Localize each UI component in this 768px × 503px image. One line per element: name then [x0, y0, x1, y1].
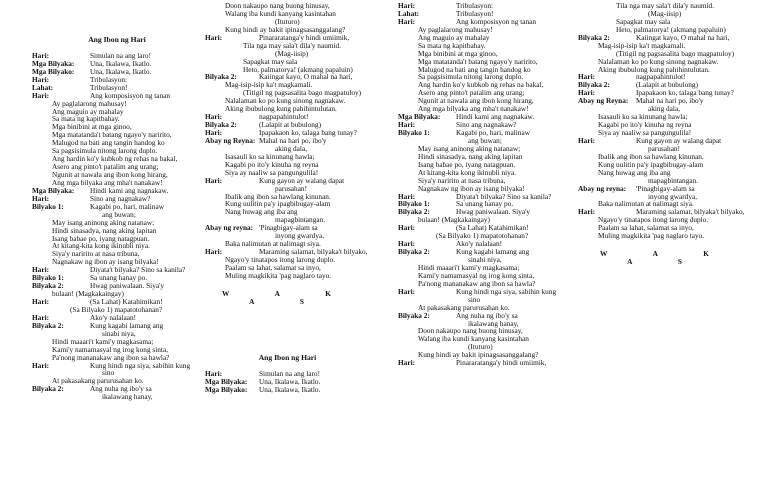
speaker-label: Hari: [398, 223, 416, 233]
line-text: Nang huwag ang iba ang [598, 167, 671, 177]
line-text: inyong gwardya, [275, 231, 325, 241]
end-marker: W A K A S [600, 249, 731, 267]
line-text: ikalawang hanay, [102, 392, 153, 402]
script-lines [32, 52, 202, 401]
speaker-label: Abay ng reyna: [578, 183, 627, 193]
line-text: Doon nakaupo nang buong hinusay, [225, 1, 330, 10]
speaker-label: Hari: [205, 128, 223, 137]
speaker-label: Bilyako 1: [32, 273, 64, 283]
line-text: Asero ang pinto't patalim ang urang; [418, 88, 525, 98]
line-text: mapagbintangan. [275, 215, 326, 225]
line-text: aking dala, [648, 104, 681, 114]
line-text: Hwag paniwalaan. Siya'y [90, 281, 165, 291]
line-text: Doon nakaupo nang buong hinusay, [418, 326, 523, 336]
line-text: Ibalik ang ibon sa hawlang kinunan. [598, 151, 704, 161]
speaker-label: Bilyaka 2: [398, 247, 430, 257]
line-text: Ang komposisyon ng tanan [90, 90, 171, 100]
line-text: Siya ay naaliw sa pangungulila! [598, 128, 692, 137]
line-text: Una, Ikalawa, Ikatlo. [259, 376, 321, 386]
speaker-label: Hari: [398, 358, 416, 368]
line-text: Sa unang hanay po. [456, 199, 514, 209]
line-text: Sapagkat may sala [616, 16, 671, 26]
speaker-label: Mga Bilyako: [32, 66, 75, 76]
dialogue-line [32, 362, 202, 370]
line-text: Muling magkikita 'pag naglaro tayo. [225, 270, 332, 280]
line-text: Sino ang nagnakaw? [90, 193, 151, 203]
line-text: Kung hindi ay bakit ipinagsasanggalang? [418, 350, 539, 360]
line-text: At pakasakang parurusahan ko. [52, 376, 144, 386]
line-text: Ngayo'y tinatapos itong larong duplo. [225, 255, 336, 264]
dialogue-line [398, 359, 573, 367]
speaker-label: Mga Bilyaka: [32, 185, 75, 195]
line-text: Kung hindi nga siya, sabihin kung [90, 360, 191, 370]
line-text: (Ituturo) [275, 16, 300, 26]
line-text: Isasauli ko sa kinunang hawla; [225, 151, 315, 161]
speaker-label: Hari: [578, 88, 596, 98]
line-text: sinabi niya, [468, 255, 502, 264]
line-text: 'Pinagbigay-alam sa [259, 223, 318, 233]
line-text: Maraming salamat, bilyaka't bilyako, [636, 207, 745, 217]
line-text: Pa'nong mananakaw ang ibon sa hawla? [52, 352, 170, 362]
line-text: nagpapahintulot! [259, 112, 309, 122]
line-text: Ang komposisyon ng tanan [456, 16, 537, 26]
speaker-label: Mga Bilyaka: [32, 58, 75, 68]
line-text: (Sa Bilyako 1) mapatotohanan? [436, 231, 529, 241]
line-text: (Titigil ng pagsasalita bago magpatuloy) [616, 48, 735, 58]
line-text: bulaan! (Magkakaingay) [418, 215, 490, 225]
speaker-label: Hari: [32, 360, 50, 370]
dialogue-line [205, 272, 370, 280]
spacer [205, 306, 370, 348]
line-text: Ang hardin ko'y kubkob ng rehas na bakal, [52, 154, 178, 164]
line-text: Pinararatanga'y hindi umiimik, [456, 358, 547, 368]
line-text: Ay paglalarong mahusay! [418, 24, 493, 34]
line-text: Baka nalimutan at nalimagt siya. [225, 239, 321, 249]
line-text: Kung kagabi lamang ang [456, 247, 530, 257]
line-text: Kagabi po ito'y kinuha ng reyna [598, 120, 692, 130]
line-text: Kung gayon ay walang dapat [636, 135, 722, 145]
line-text: Ako'y nalalaan! [90, 312, 137, 322]
line-text: bulaan! (Magkakaingay) [52, 289, 124, 299]
script-lines [205, 370, 370, 394]
line-text: Ibalik ang ibon sa hawlang kinunan. [225, 191, 331, 201]
line-text: Hindi maaari't kami'y magkasama; [52, 336, 154, 346]
line-text: (Mag-iisip) [275, 48, 309, 58]
column-4 [578, 2, 753, 266]
line-text: Ipapakaon ko, talaga bang tunay? [259, 128, 357, 137]
line-text: Tribulasyon! [90, 82, 128, 92]
speaker-label: Hari: [32, 297, 50, 307]
line-text: Nalalaman ko po kung sinong nagnakaw. [225, 96, 346, 106]
line-text: Sapagkat may sala [243, 56, 298, 66]
line-text: Sa mata ng kapitbahay. [418, 40, 486, 50]
speaker-label: Hari: [32, 312, 50, 322]
speaker-label: Hari: [205, 112, 223, 122]
line-text: Nagnakaw ng ibon ay isang bilyaka! [418, 183, 525, 193]
line-text: Nagnakaw ng ibon ay isang bilyaka! [52, 257, 159, 267]
line-text: Isasauli ko sa kinunang hawla; [598, 112, 688, 122]
line-text: Maraming salamat, bilyaka't bilyako, [259, 247, 368, 257]
line-text: Pinararatanga'y hindi umiimik, [259, 32, 350, 42]
line-text: (Sa Lahat) Katahimikan! [90, 297, 163, 307]
speaker-label: Bilyako 1: [32, 201, 64, 211]
line-text: Kung uulitin pa'y ipagbibugay-alam [598, 159, 704, 169]
speaker-label: Bilyaka 2: [578, 80, 610, 90]
speaker-label: Bilyaka 2: [398, 310, 430, 320]
dialogue-line [32, 393, 202, 401]
line-text: (Lalapit at bubulong) [259, 120, 322, 130]
dialogue-line [398, 288, 573, 296]
line-text: Mga matatanda't batang ngayo'y naririto, [418, 56, 538, 66]
end-marker: W A K A S [222, 288, 353, 306]
speaker-label: Bilyaka 2: [205, 72, 237, 82]
speaker-label: Lahat: [398, 8, 420, 18]
line-text: At kitang-kita kong ikinubli niya. [418, 167, 516, 177]
line-text: Mga matatanda't batang ngayo'y naririto, [52, 130, 172, 140]
line-text: Diyata't bilyaka? Sino sa kanila? [90, 265, 186, 275]
line-text: inyong gwardya, [648, 191, 698, 201]
line-text: Asero ang pinto't patalim ang urang; [52, 162, 159, 172]
line-text: (Ituturo) [468, 342, 493, 352]
line-text: parusahan! [648, 143, 681, 153]
line-text: Hwag paniwalaan. Siya'y [456, 207, 531, 217]
line-text: Sa mata ng kapitbahay. [52, 114, 120, 124]
line-text: Kaiingat kayo, O mahal na hari, [636, 32, 730, 42]
line-text: (Sa Bilyako 1) mapatotohanan? [70, 304, 163, 314]
line-text: Ang nuha ng ibo'y sa [90, 384, 152, 394]
line-text: Tribulasyon: [90, 74, 128, 84]
line-text: Siya'y naririto at nasa tribuna, [418, 175, 506, 185]
line-text: Kami'y namamasyal ng irog kong sinta, [52, 344, 169, 354]
dialogue-line [578, 232, 753, 240]
line-text: Hindi kami ang nagnakaw. [456, 112, 535, 122]
speaker-label: Abay ng Reyna: [578, 96, 629, 106]
speaker-label: Hari: [398, 191, 416, 201]
line-text: May isang aninong aking natanaw; [52, 217, 155, 227]
line-text: Kung hindi ay bakit ipinagsasanggalang? [225, 24, 346, 34]
line-text: Hindi sinasadya, nang aking lapitan [52, 225, 157, 235]
speaker-label: Hari: [32, 90, 50, 100]
line-text: Siya ay naaliw sa pangungulila! [225, 167, 319, 177]
line-text: Kung uulitin pa'y ipagbibugay-alam [225, 199, 331, 209]
speaker-label: Hari: [398, 239, 416, 249]
line-text: Heto, palmatorya! (akmang papaluin) [616, 24, 726, 34]
line-text: (Titigil ng pagsasalita bago magpatuloy) [243, 88, 362, 98]
line-text: Ang maguio ay mahalay [418, 32, 490, 42]
column-1 [32, 30, 202, 401]
line-text: Simulan na ang laro! [259, 368, 320, 378]
line-text: Kagabi po ito'y kinuha ng reyna [225, 159, 319, 169]
speaker-label: Hari: [578, 207, 596, 217]
line-text: Nang huwag ang iba ang [225, 207, 298, 217]
speaker-label: Abay ng Reyna: [205, 135, 256, 145]
speaker-label: Hari: [32, 50, 50, 60]
line-text: Ngunit at nawala ang ibon kong hirang, [418, 96, 534, 106]
line-text: Tila nga may sala't dila'y naumid. [243, 40, 342, 50]
speaker-label: Bilyaka 2: [32, 320, 64, 330]
line-text: mapagbintangan. [648, 175, 699, 185]
line-text: Walang iba kundi kanyang kasintahan [225, 8, 336, 18]
line-text: Simulan na ang laro! [90, 50, 151, 60]
line-text: Ang nuha ng ibo'y sa [456, 310, 518, 320]
speaker-label: Hari: [578, 72, 596, 82]
speaker-label: Bilyako 1: [398, 199, 430, 209]
line-text: Tila nga may sala't dila'y naumid. [616, 1, 715, 10]
line-text: ikalawang hanay, [468, 318, 519, 328]
speaker-label: Hari: [398, 286, 416, 296]
speaker-label: Hari: [205, 247, 223, 257]
script-lines [205, 2, 370, 280]
line-text: Ngunit at nawala ang ibon kong hirang, [52, 170, 168, 180]
speaker-label: Bilyaka 2: [398, 207, 430, 217]
speaker-label: Mga Bilyaka: [205, 376, 248, 386]
speaker-label: Hari: [578, 135, 596, 145]
line-text: Tribulasyon: [456, 1, 494, 10]
line-text: ang buwan; [102, 209, 136, 219]
speaker-label: Hari: [32, 74, 50, 84]
dialogue-line [205, 386, 370, 394]
line-text: Hindi sinasadya, nang aking lapitan [418, 151, 523, 161]
line-text: Nalalaman ko po kung sinong nagnakaw. [598, 56, 719, 66]
line-text: Mahal na hari po, ibo'y [259, 135, 327, 145]
line-text: Pa'nong mananakaw ang ibon sa hawla? [418, 278, 536, 288]
line-text: Kagabi po, hari, malinaw [90, 201, 164, 211]
line-text: Siya'y naririto at nasa tribuna, [52, 249, 140, 259]
speaker-label: Mga Bilyaka: [398, 112, 441, 122]
line-text: Walang iba kundi kanyang kasintahan [418, 334, 529, 344]
line-text: Hindi kami ang nagnakaw. [90, 185, 169, 195]
line-text: Una, Ikalawa, Ikatlo. [90, 66, 152, 76]
line-text: Mag-isip-isip ka't magkamali. [225, 80, 313, 90]
line-text: nagpapahintulot! [636, 72, 686, 82]
line-text: Kagabi po, hari, malinaw [456, 128, 530, 137]
line-text: At kitang-kita kong ikinubli niya. [52, 241, 150, 251]
speaker-label: Hari: [32, 193, 50, 203]
line-text: Ay paglalarong mahusay! [52, 98, 127, 108]
line-text: Ngayo'y tinatapos itong larong duplo. [598, 215, 709, 225]
speaker-label: Hari: [398, 16, 416, 26]
line-text: Sa pagsisimula nitong larong duplo. [52, 146, 158, 156]
line-text: (Sa Lahat) Katahimikan! [456, 223, 529, 233]
line-text: Ang maguio ay mahalay [52, 106, 124, 116]
line-text: Sa unang hanay po. [90, 273, 148, 283]
speaker-label: Hari: [32, 265, 50, 275]
speaker-label: Hari: [398, 120, 416, 130]
line-text: Ipapakaon ko, talaga bang tunay? [636, 88, 734, 98]
line-text: Tribulasyon! [456, 8, 494, 18]
line-text: Paalam sa lahat, salamat sa inyo, [225, 262, 321, 272]
speaker-label: Abay ng reyna: [205, 223, 254, 233]
line-text: May isang aninong aking natanaw; [418, 143, 521, 153]
line-text: 'Pinagbigay-alam sa [636, 183, 695, 193]
speaker-label: Hari: [205, 32, 223, 42]
line-text: parusahan! [275, 183, 308, 193]
line-text: Malugod na bati ang tangin handog ko [52, 138, 165, 148]
line-text: Una, Ikalawa, Ikatlo. [90, 58, 152, 68]
script-lines [398, 2, 573, 367]
line-text: ang buwan; [468, 135, 502, 145]
line-text: Ako'y nalalaan! [456, 239, 503, 249]
line-text: aking dala, [275, 143, 308, 153]
speaker-label: Bilyaka 2: [32, 384, 64, 394]
line-text: Ang mga bilyaka ang mha't nanakaw! [418, 104, 529, 114]
speaker-label: Hari: [398, 1, 416, 10]
line-text: Kung hindi nga siya, sabihin kung [456, 286, 557, 296]
line-text: Ang mga bilyaka ang mha't nanakaw! [52, 177, 163, 187]
speaker-label: Bilyako 1: [398, 128, 430, 137]
line-text: Diyata't bilyaka? Sino sa kanila? [456, 191, 552, 201]
line-text: Aking ibubulong kung pahihintulutan. [598, 64, 710, 74]
line-text: Malugod na bati ang tangin handog ko [418, 64, 531, 74]
line-text: Muling magkikita 'pag naglaro tayo. [598, 231, 705, 241]
line-text: sinabi niya, [102, 328, 136, 338]
speaker-label: Hari: [205, 368, 223, 378]
page-title: Ang Ibon ng Hari [88, 35, 146, 44]
line-text: (Mag-iisip) [648, 8, 682, 18]
line-text: Kaiingat kayo, O mahal na hari, [259, 72, 353, 82]
line-text: Kung gayon ay walang dapat [259, 175, 345, 185]
line-text: Mga binibini at mga ginoo, [418, 48, 498, 58]
line-text: Isang babae po, iyang natagpuan. [52, 233, 150, 243]
line-text: Ang hardin ko'y kubkob ng rehas na bakal, [418, 80, 544, 90]
line-text: Hindi maaari't kami'y magkasama; [418, 262, 520, 272]
line-text: Aking ibubulong kung pahihintulutan. [225, 104, 337, 114]
line-text: Sa pagsisimula nitong larong duplo. [418, 72, 524, 82]
line-text: sino [102, 368, 115, 378]
line-text: Kami'y namamasyal ng irog kong sinta, [418, 270, 535, 280]
speaker-label: Bilyaka 2: [578, 32, 610, 42]
page-title-repeat: Ang Ibon ng Hari [258, 352, 317, 362]
line-text: Sino ang nagnakaw? [456, 120, 517, 130]
speaker-label: Lahat: [32, 82, 54, 92]
line-text: Mga binibini at mga ginoo, [52, 122, 132, 132]
line-text: Baka nalimutan at nalimagt siya. [598, 199, 694, 209]
speaker-label: Bilyaka 2: [32, 281, 64, 291]
line-text: Mahal na hari po, ibo'y [636, 96, 704, 106]
line-text: sino [468, 294, 481, 304]
column-3 [398, 2, 573, 367]
line-text: At pakasakang parurusahan ko. [418, 302, 510, 312]
line-text: (Lalapit at bubulong) [636, 80, 699, 90]
line-text: Mag-isip-isip ka't magkamali. [598, 40, 686, 50]
speaker-label: Mga Bilyako: [205, 384, 248, 394]
script-lines [578, 2, 753, 240]
line-text: Paalam sa lahat, salamat sa inyo, [598, 223, 694, 233]
line-text: Isang babae po, iyang natagpuan. [418, 159, 516, 169]
column-2 [205, 2, 370, 393]
line-text: Heto, palmatorya! (akmang papaluin) [243, 64, 353, 74]
line-text: Kung kagabi lamang ang [90, 320, 164, 330]
speaker-label: Hari: [205, 175, 223, 185]
line-text: Una, Ikalawa, Ikatlo. [259, 384, 321, 394]
speaker-label: Bilyaka 2: [205, 120, 237, 130]
